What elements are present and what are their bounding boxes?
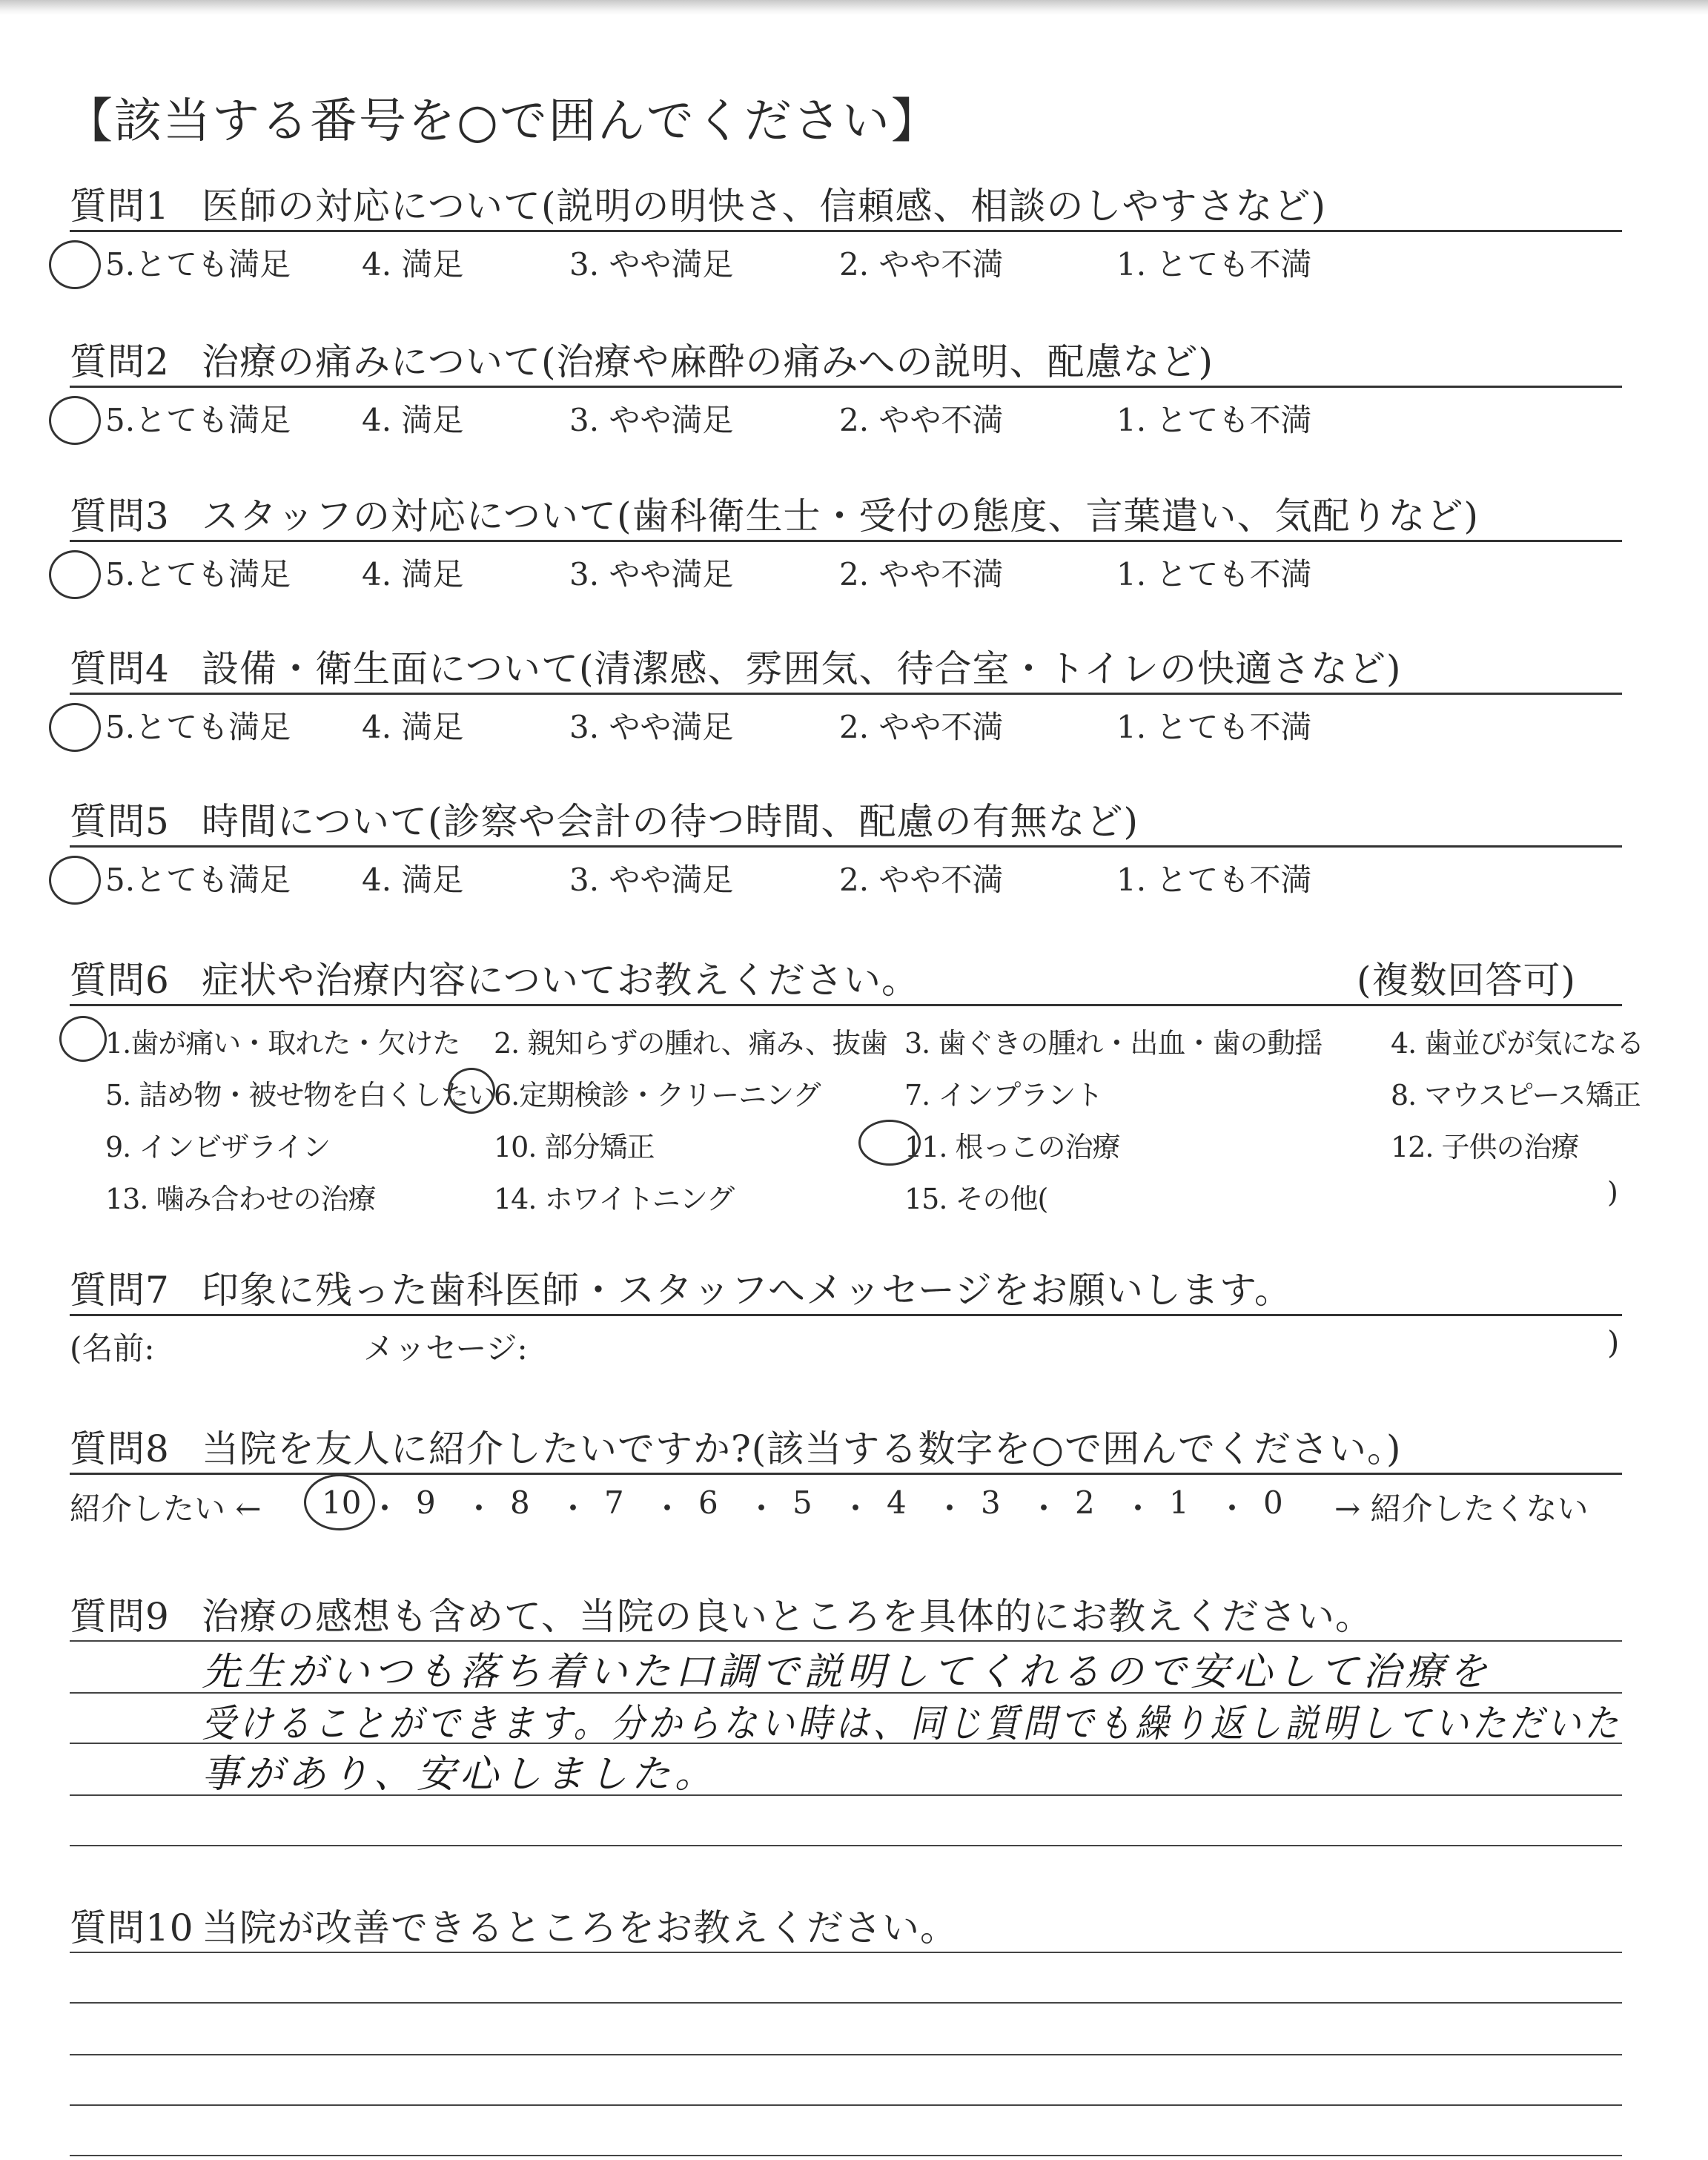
symptom-option[interactable]: 14. ホワイトニング	[494, 1183, 735, 1215]
rating-option[interactable]: 1. とても不満	[1116, 862, 1312, 898]
rating-option[interactable]: 3. やや満足	[569, 556, 734, 592]
scale-number[interactable]: 6	[698, 1484, 718, 1521]
rating-option[interactable]: 4. 満足	[362, 402, 464, 438]
answer-line	[70, 1952, 1622, 1953]
question-label: 質問1	[70, 185, 170, 228]
selection-circle	[448, 1068, 495, 1114]
rating-option[interactable]: 5.とても満足	[105, 556, 291, 592]
rating-option[interactable]: 4. 満足	[362, 709, 464, 745]
scale-number[interactable]: 10	[322, 1484, 362, 1521]
selection-circle	[858, 1120, 921, 1166]
symptom-option[interactable]: 8. マウスピース矯正	[1391, 1079, 1641, 1112]
question-rule	[70, 845, 1622, 848]
rating-option[interactable]: 5.とても満足	[105, 402, 291, 438]
rating-option[interactable]: 3. やや満足	[569, 246, 734, 283]
answer-line	[70, 2002, 1622, 2004]
question-rule	[70, 386, 1622, 388]
question-rule	[70, 540, 1622, 542]
rating-option[interactable]: 1. とても不満	[1116, 556, 1312, 592]
handwritten-answer-line[interactable]: 受けることができます。分からない時は、同じ質問でも繰り返し説明していただいた	[202, 1702, 1622, 1746]
handwritten-answer-line[interactable]: 先生がいつも落ち着いた口調で説明してくれるので安心して治療を	[202, 1650, 1492, 1694]
symptom-option[interactable]: 15. その他(	[904, 1183, 1048, 1215]
scale-separator: ・	[746, 1490, 778, 1527]
selection-circle	[49, 396, 101, 445]
question-text: 症状や治療内容についてお教えください。	[202, 959, 919, 1002]
question-text: スタッフの対応について(歯科衛生士・受付の態度、言葉遣い、気配りなど)	[202, 495, 1480, 538]
selection-circle	[49, 703, 101, 752]
scale-number[interactable]: 4	[887, 1484, 907, 1521]
rating-option[interactable]: 2. やや不満	[839, 402, 1004, 438]
scale-right-label: → 紹介したくない	[1334, 1490, 1589, 1527]
question-label: 質問10	[70, 1906, 194, 1949]
symptom-option[interactable]: 10. 部分矯正	[494, 1131, 655, 1163]
question-label: 質問9	[70, 1595, 170, 1638]
symptom-option[interactable]: 5. 詰め物・被せ物を白くしたい	[105, 1079, 496, 1112]
question-label: 質問6	[70, 959, 170, 1002]
rating-option[interactable]: 3. やや満足	[569, 709, 734, 745]
scale-number[interactable]: 7	[604, 1484, 624, 1521]
message-field-label[interactable]: メッセージ:	[363, 1330, 528, 1367]
scale-number[interactable]: 3	[981, 1484, 1001, 1521]
scan-edge	[0, 0, 1708, 15]
question-rule	[70, 1004, 1622, 1006]
question-text: 当院を友人に紹介したいですか?(該当する数字を○で囲んでください。)	[202, 1427, 1402, 1470]
rating-option[interactable]: 4. 満足	[362, 246, 464, 283]
question-rule	[70, 1314, 1622, 1316]
symptom-option[interactable]: 11. 根っこの治療	[904, 1131, 1120, 1163]
answer-line	[70, 2104, 1622, 2106]
question-rule	[70, 1473, 1622, 1475]
rating-option[interactable]: 1. とても不満	[1116, 246, 1312, 283]
message-field-close: )	[1607, 1324, 1620, 1361]
symptom-option[interactable]: 6.定期検診・クリーニング	[494, 1079, 821, 1112]
question-label: 質問5	[70, 800, 170, 843]
rating-option[interactable]: 2. やや不満	[839, 709, 1004, 745]
selection-circle	[49, 550, 101, 599]
scale-number[interactable]: 0	[1263, 1484, 1283, 1521]
scale-left-label: 紹介したい ←	[70, 1490, 262, 1527]
multiple-answer-note: (複数回答可)	[1357, 959, 1577, 1002]
symptom-option[interactable]: 7. インプラント	[904, 1079, 1103, 1112]
scale-separator: ・	[840, 1490, 872, 1527]
rating-option[interactable]: 5.とても満足	[105, 246, 291, 283]
symptom-option[interactable]: 2. 親知らずの腫れ、痛み、抜歯	[494, 1027, 887, 1060]
question-text: 治療の感想も含めて、当院の良いところを具体的にお教えください。	[202, 1595, 1373, 1638]
selection-circle	[59, 1016, 107, 1062]
rating-option[interactable]: 1. とても不満	[1116, 709, 1312, 745]
scale-separator: ・	[1217, 1490, 1248, 1527]
symptom-option[interactable]: 9. インビザライン	[105, 1131, 331, 1163]
question-label: 質問2	[70, 340, 170, 383]
rating-option[interactable]: 4. 満足	[362, 862, 464, 898]
rating-option[interactable]: 4. 満足	[362, 556, 464, 592]
rating-option[interactable]: 3. やや満足	[569, 402, 734, 438]
symptom-option[interactable]: 13. 噛み合わせの治療	[105, 1183, 376, 1215]
scale-separator: ・	[463, 1490, 495, 1527]
question-rule	[70, 230, 1622, 232]
question-label: 質問7	[70, 1269, 170, 1312]
rating-option[interactable]: 2. やや不満	[839, 862, 1004, 898]
scale-separator: ・	[369, 1490, 401, 1527]
scale-number[interactable]: 1	[1169, 1484, 1189, 1521]
question-text: 治療の痛みについて(治療や麻酔の痛みへの説明、配慮など)	[202, 340, 1214, 383]
symptom-option[interactable]: 4. 歯並びが気になる	[1391, 1027, 1644, 1060]
question-text: 時間について(診察や会計の待つ時間、配慮の有無など)	[202, 800, 1139, 843]
scale-separator: ・	[557, 1490, 589, 1527]
selection-circle	[49, 856, 101, 905]
question-label: 質問4	[70, 647, 170, 690]
rating-option[interactable]: 1. とても不満	[1116, 402, 1312, 438]
form-title: 【該当する番号を○で囲んでください】	[65, 94, 940, 149]
answer-line	[70, 2155, 1622, 2156]
question-rule	[70, 693, 1622, 695]
rating-option[interactable]: 3. やや満足	[569, 862, 734, 898]
symptom-option: )	[1607, 1176, 1618, 1209]
question-text: 医師の対応について(説明の明快さ、信頼感、相談のしやすさなど)	[202, 185, 1327, 228]
selection-circle	[304, 1474, 375, 1530]
scale-separator: ・	[1028, 1490, 1060, 1527]
selection-circle	[49, 240, 101, 289]
scale-number[interactable]: 8	[510, 1484, 530, 1521]
question-text: 当院が改善できるところをお教えください。	[202, 1906, 958, 1949]
scale-separator: ・	[1122, 1490, 1154, 1527]
answer-line	[70, 1845, 1622, 1846]
question-label: 質問3	[70, 495, 170, 538]
scale-number[interactable]: 9	[416, 1484, 436, 1521]
question-label: 質問8	[70, 1427, 170, 1470]
scale-separator: ・	[652, 1490, 683, 1527]
scale-number[interactable]: 5	[792, 1484, 812, 1521]
scale-separator: ・	[934, 1490, 966, 1527]
rating-option[interactable]: 5.とても満足	[105, 709, 291, 745]
rating-option[interactable]: 2. やや不満	[839, 246, 1004, 283]
rating-option[interactable]: 5.とても満足	[105, 862, 291, 898]
name-field-label[interactable]: (名前:	[70, 1330, 155, 1367]
question-text: 設備・衛生面について(清潔感、雰囲気、待合室・トイレの快適さなど)	[202, 647, 1402, 690]
symptom-option[interactable]: 1.歯が痛い・取れた・欠けた	[105, 1027, 460, 1060]
symptom-option[interactable]: 12. 子供の治療	[1391, 1131, 1579, 1163]
handwritten-answer-line[interactable]: 事があり、安心しました。	[202, 1752, 718, 1797]
question-text: 印象に残った歯科医師・スタッフへメッセージをお願いします。	[202, 1269, 1292, 1312]
scale-number[interactable]: 2	[1075, 1484, 1095, 1521]
rating-option[interactable]: 2. やや不満	[839, 556, 1004, 592]
symptom-option[interactable]: 3. 歯ぐきの腫れ・出血・歯の動揺	[904, 1027, 1323, 1060]
answer-line	[70, 2054, 1622, 2055]
